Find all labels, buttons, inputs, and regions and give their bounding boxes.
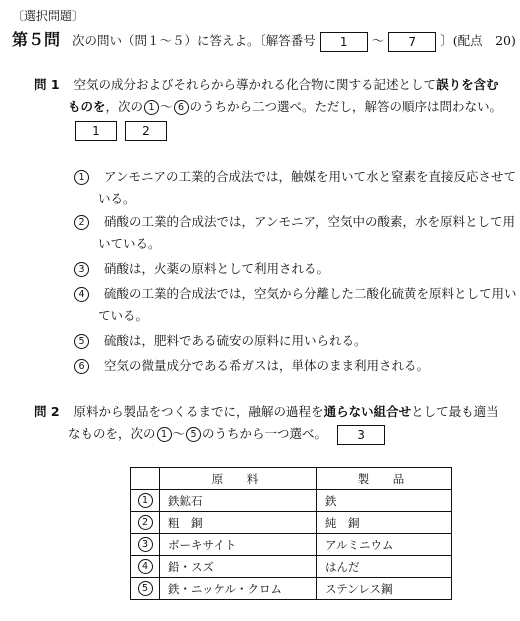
row-number-cell — [131, 490, 160, 512]
q2-tilde: ～ — [172, 426, 186, 441]
product-cell: 鉄 — [317, 490, 452, 512]
material-cell: 鉛・スズ — [160, 556, 317, 578]
circled-number: 4 — [74, 287, 89, 302]
circled-number: 1 — [74, 170, 89, 185]
materials-table — [130, 467, 452, 600]
option-4-cont: ている。 — [98, 308, 149, 323]
q1-text-a: 空気の成分およびそれらから導かれる化合物に関する記述として — [73, 77, 437, 92]
question-number: 第５問 — [12, 30, 61, 49]
option-4 — [73, 284, 517, 302]
product-cell: アルミニウム — [317, 534, 452, 556]
q2-line1 — [34, 402, 499, 420]
q1-line1 — [34, 75, 499, 93]
row-number-cell — [131, 512, 160, 534]
circled-number: 6 — [74, 359, 89, 374]
q1-answer-boxes — [75, 121, 167, 141]
answer-box: 2 — [125, 121, 167, 141]
option-3 — [73, 259, 329, 277]
question-instruction: 次の問い（問１～５）に答えよ。〔解答番号 — [72, 33, 316, 48]
q2-text-d: のうちから一つ選べ。 — [202, 426, 328, 441]
q1-label: 問 1 — [34, 77, 60, 92]
circled-number: 5 — [138, 581, 153, 596]
circled-number: 4 — [138, 559, 153, 574]
option-text: 硫酸は，肥料である硫安の原料に用いられる。 — [103, 333, 367, 348]
circled-number: 2 — [138, 515, 153, 530]
q1-emphasis-a: 誤りを含む — [436, 77, 499, 92]
section-label: 〔選択問題〕 — [12, 9, 85, 23]
product-cell: ステンレス鋼 — [317, 578, 452, 600]
q2-text-a: 原料から製品をつくるまでに，融解の過程を — [73, 404, 324, 419]
circled-number: 1 — [144, 100, 159, 115]
material-cell: 粗 銅 — [160, 512, 317, 534]
q2-text-b: として最も適当 — [411, 404, 499, 419]
product-cell: 純 銅 — [317, 512, 452, 534]
option-1-cont: いる。 — [98, 191, 136, 206]
product-cell: はんだ — [317, 556, 452, 578]
option-1 — [73, 167, 516, 185]
option-2 — [73, 212, 515, 230]
answer-box-end: 7 — [388, 32, 436, 52]
circled-number: 5 — [74, 334, 89, 349]
header-product: 製 品 — [317, 468, 452, 490]
answer-box-start: 1 — [320, 32, 368, 52]
answer-box: 3 — [337, 425, 385, 445]
row-number-cell — [131, 578, 160, 600]
score-note: 〕(配点 20) — [440, 33, 516, 48]
option-text: 硫酸の工業的合成法では，空気から分離した二酸化硫黄を原料として用い — [103, 286, 517, 301]
table-row — [131, 556, 452, 578]
row-number-cell — [131, 534, 160, 556]
option-text: アンモニアの工業的合成法では，触媒を用いて水と窒素を直接反応させて — [103, 169, 516, 184]
answer-box: 1 — [75, 121, 117, 141]
q2-text-c: なものを，次の — [68, 426, 156, 441]
option-5 — [73, 331, 367, 349]
option-text: 硝酸は，火薬の原料として利用される。 — [103, 261, 329, 276]
row-number-cell — [131, 556, 160, 578]
q2-emphasis: 通らない組合せ — [323, 404, 412, 419]
tilde: ～ — [371, 33, 385, 48]
header-material: 原 料 — [160, 468, 317, 490]
table-row — [131, 534, 452, 556]
material-cell: 鉄鉱石 — [160, 490, 317, 512]
q2-label: 問 2 — [34, 404, 60, 419]
circled-number: 3 — [74, 262, 89, 277]
circled-number: 3 — [138, 537, 153, 552]
q1-text-b: ，次の — [105, 99, 144, 114]
table-header-row — [131, 468, 452, 490]
option-text: 空気の微量成分である希ガスは，単体のまま利用される。 — [103, 358, 429, 373]
table-row — [131, 578, 452, 600]
circled-number: 2 — [74, 215, 89, 230]
question-header — [12, 27, 516, 52]
q2-line2 — [68, 424, 385, 445]
option-6 — [73, 356, 429, 374]
material-cell: 鉄・ニッケル・クロム — [160, 578, 317, 600]
circled-number: 5 — [186, 427, 201, 442]
q1-tilde: ～ — [160, 99, 173, 114]
q1-emphasis-b: ものを — [68, 99, 106, 114]
circled-number: 1 — [157, 427, 172, 442]
q1-line2 — [68, 97, 502, 115]
q1-text-c: のうちから二つ選べ。ただし，解答の順序は問わない。 — [189, 99, 503, 114]
table-row — [131, 512, 452, 534]
option-text: 硝酸の工業的合成法では，アンモニア，空気中の酸素，水を原料として用 — [103, 214, 515, 229]
option-2-cont: いている。 — [98, 236, 161, 251]
table-corner-cell — [131, 468, 160, 490]
circled-number: 6 — [174, 100, 189, 115]
circled-number: 1 — [138, 493, 153, 508]
table-row — [131, 490, 452, 512]
material-cell: ボーキサイト — [160, 534, 317, 556]
